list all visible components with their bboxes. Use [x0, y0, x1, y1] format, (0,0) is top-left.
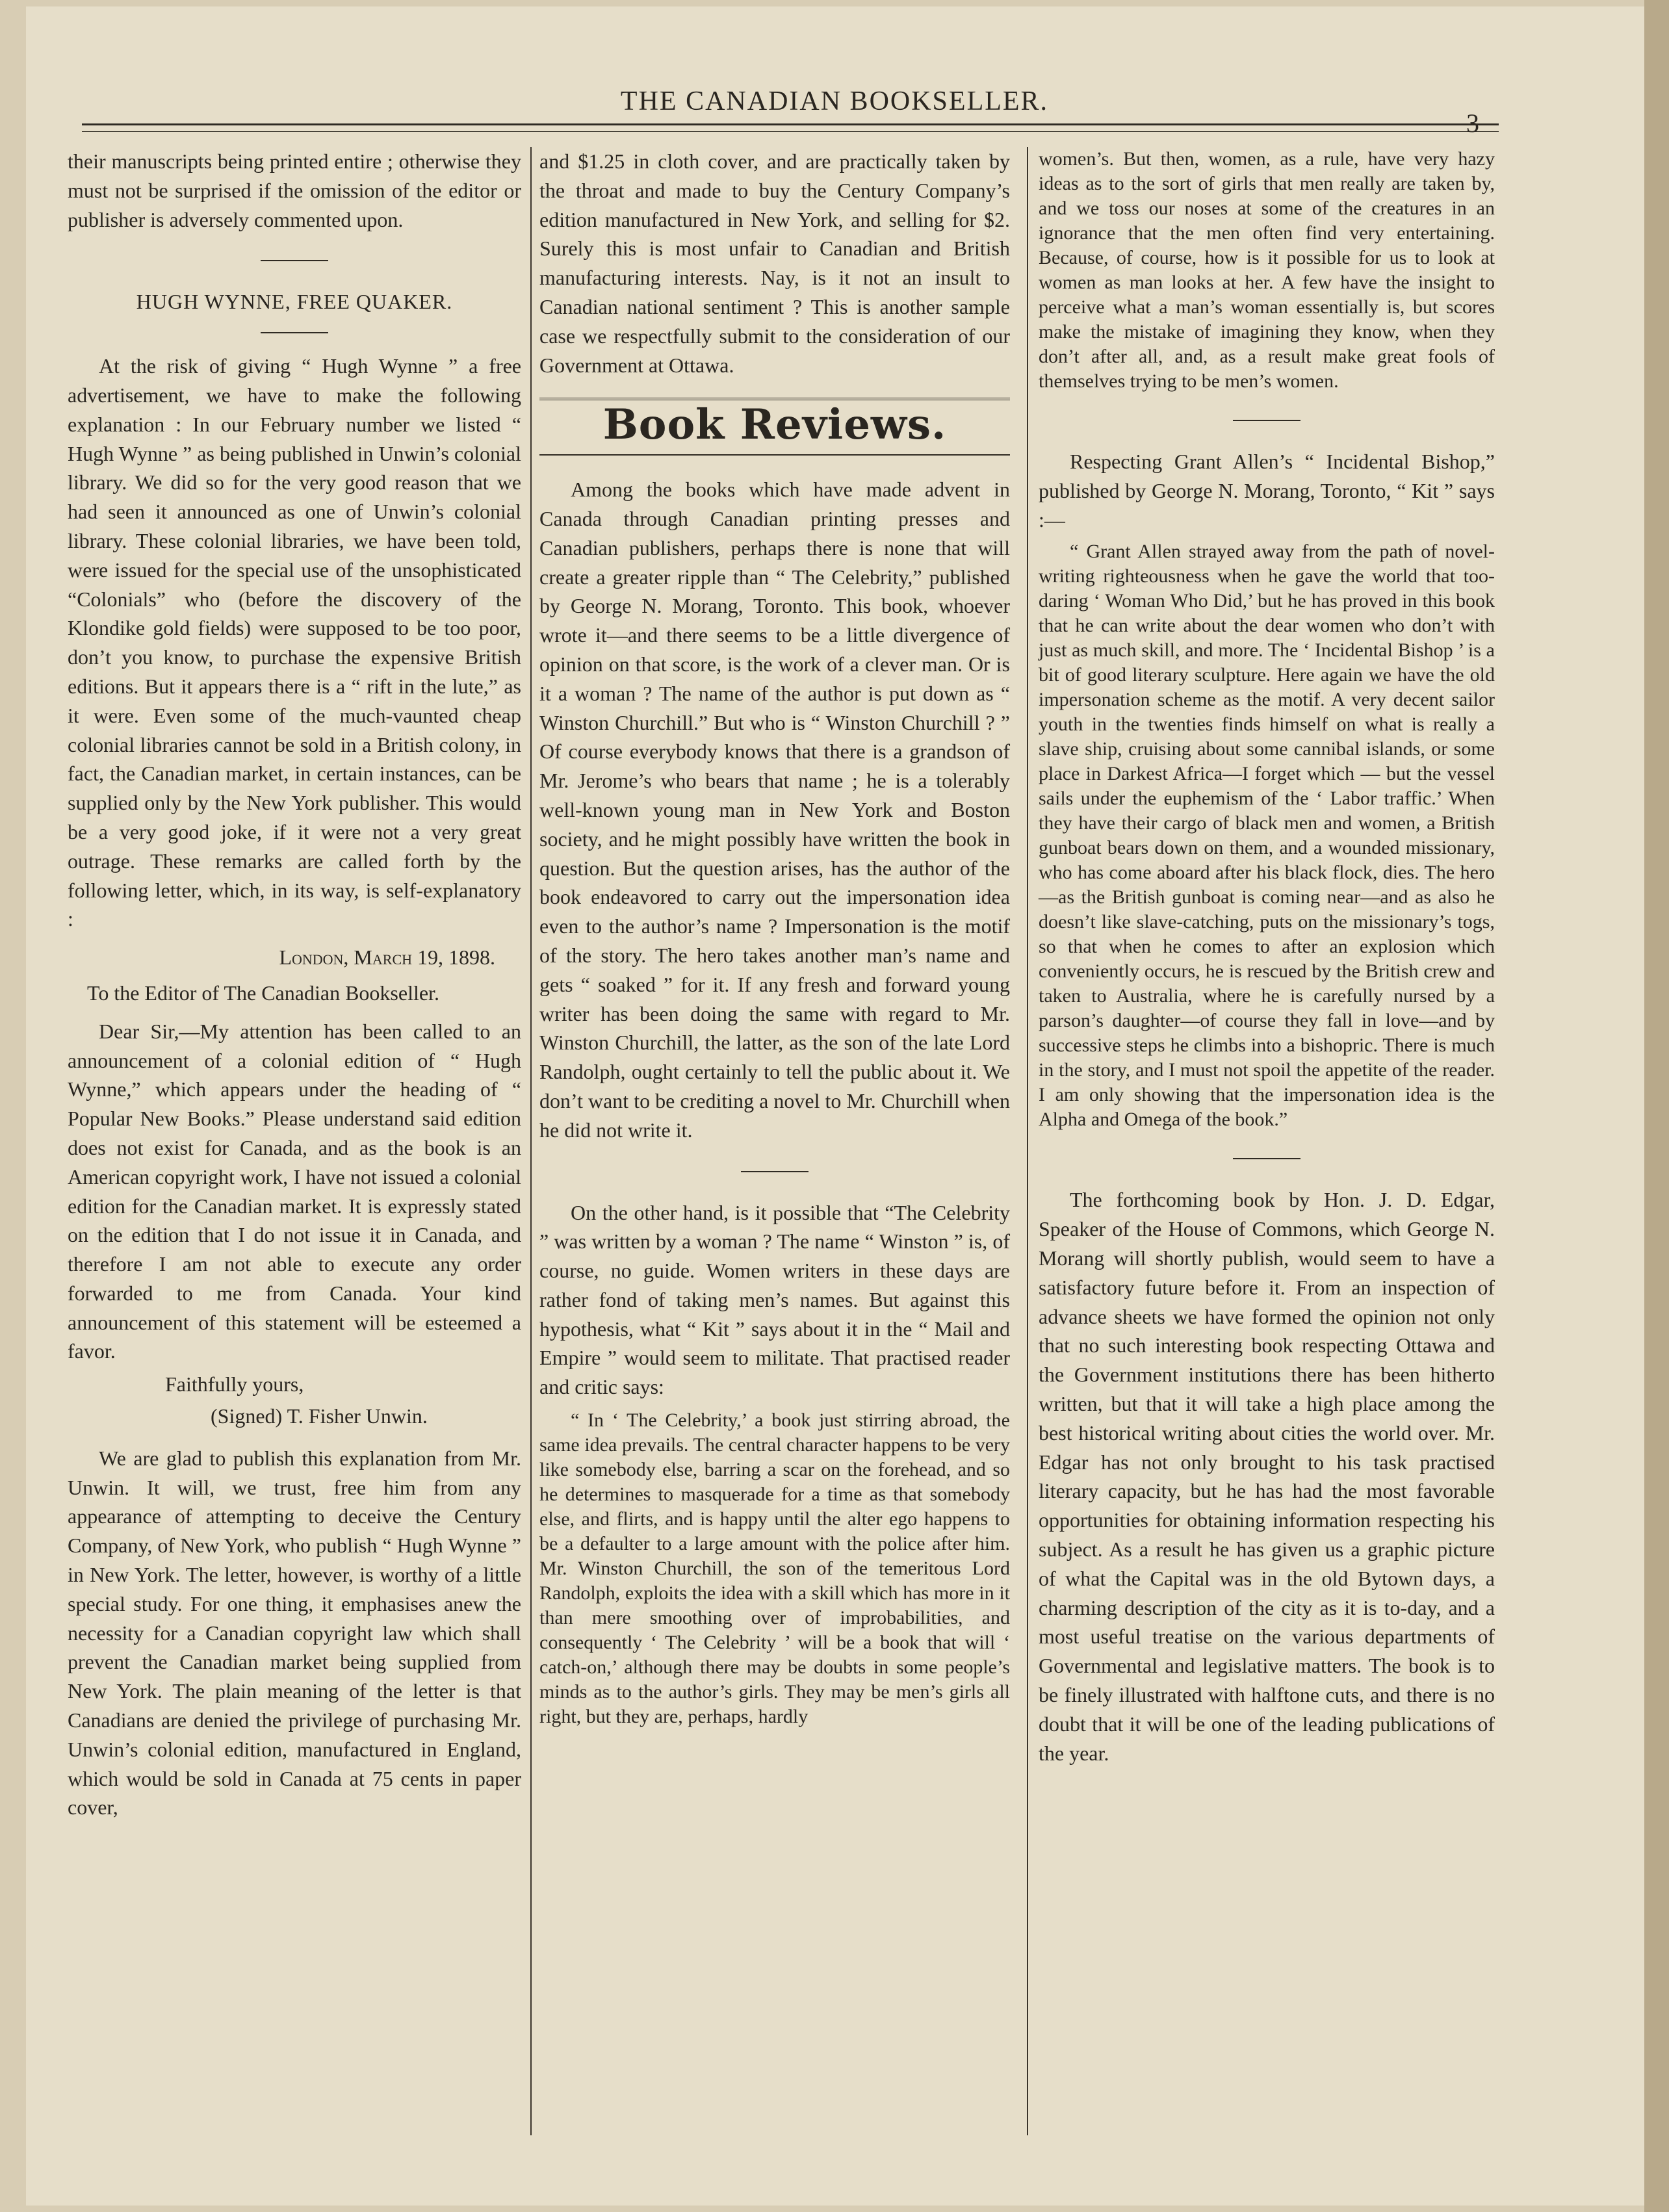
- separator-rule: [261, 260, 328, 261]
- review-paragraph: Respecting Grant Allen’s “ Incidental Bishop,” published by George N. Morang, Toronto, “ Kit ” says :—: [1039, 450, 1495, 532]
- section-rule: [539, 454, 1010, 456]
- header-rule: [82, 123, 1499, 125]
- page-number: 3: [1466, 109, 1479, 138]
- article-paragraph: We are glad to publish this explanation from Mr. Unwin. It will, we trust, free him from any appearance of attempting to deceive the Century Company, of New York, who publish “ Hugh Wynne ” in New York. The letter, however, is worthy of a little special study. For one thing, it emphasises anew the necessity for a Canadian copyright law which shall prevent the Canadian market being supplied from New York. The plain meaning of the letter is that Canadians are denied the privilege of purchasing Mr. Unwin’s colonial edition, manufactured in England, which would be sold in Canada at 75 cents in paper cover,: [68, 1446, 521, 1820]
- letter-salutation: To the Editor of The Canadian Bookseller.: [87, 981, 439, 1005]
- separator-rule: [741, 1171, 809, 1172]
- review-paragraph: Among the books which have made advent in Canada through Canadian printing presses and Canadian publishers, perhaps there is none that will create a greater ripple than “ The Celebrity,” published by George N. Morang, Toronto. This book, whoever wrote it—and there seems to be a little divergence of opinion on that score, is the work of a clever man. Or is it a woman ? The name of the author is put down as “ Winston Churchill.” But who is “ Winston Churchill ? ” Of course everybody knows that there is a grandson of Mr. Jerome’s who bears that name ; he is a tolerably well-known young man in New York and Boston society, and he might possibly have written the book in question. But the question arises, has the author of the book endeavored to carry out the impersonation idea even to the author’s name ? Impersonation is the motif of the story. The hero takes another man’s name and gets “ soaked ” for it. If any fresh and forward young writer has been doing the same with regard to Mr. Winston Churchill, the latter, as the son of the late Lord Randolph, ought certainly to tell the public about it. We don’t want to be crediting a novel to Mr. Churchill when he did not write it.: [539, 478, 1010, 1142]
- paragraph-continued: and $1.25 in cloth cover, and are practically taken by the throat and made to buy the Century Company’s edition manufactured in New York, and selling for $2. Surely this is most unfair to Canadian and British manufacturing interests. Nay, is it not an insult to Canadian national sentiment ? This is another sample case we respectfully submit to the consideration of our Government at Ottawa.: [539, 149, 1010, 377]
- letter-dateline: London, March 19, 1898.: [279, 945, 495, 970]
- review-paragraph: On the other hand, is it possible that “The Celebrity ” was written by a woman ? The name “ Winston ” is, of course, no guide. Women writers in these days are rather fond of taking men’s names. But against this hypothesis, what “ Kit ” says about it in the “ Mail and Empire ” would seem to militate. That practised reader and critic says:: [539, 1200, 1010, 1399]
- review-paragraph: The forthcoming book by Hon. J. D. Edgar, Speaker of the House of Commons, which George N. Morang will shortly publish, would seem to have a satisfactory future before it. From an inspection of advance sheets we have formed the opinion not only that no such interesting book respecting Ottawa and the Government institutions there has been hitherto written, but that it will take a high place among the best historical writing about cities the world over. Mr. Edgar has not only brought to his task practised literary capacity, but he has had the most favorable opportunities for obtaining information respecting his subject. As a result he has given us a graphic picture of what the Capital was in the old Bytown days, a charming description of the city as it is to-day, and a most useful treatise on the various departments of Governmental and legislative matters. The book is to be finely illustrated with halftone cuts, and there is no doubt that it will be one of the leading publications of the year.: [1039, 1188, 1495, 1765]
- separator-rule: [1233, 420, 1300, 421]
- column-right: [1039, 147, 1495, 1768]
- separator-rule: [261, 332, 328, 333]
- column-divider-right: [1027, 147, 1028, 2135]
- column-left: [68, 147, 521, 1822]
- separator-rule: [1233, 1158, 1300, 1159]
- column-middle: [539, 147, 1010, 1729]
- article-paragraph: At the risk of giving “ Hugh Wynne ” a free advertisement, we have to make the following explanation : In our February number we listed “ Hugh Wynne ” as being published in Unwin’s colonial library. We did so for the very good reason that we had seen it announced as one of Unwin’s colonial library. These colonial libraries, we have been told, were issued for the special use of the unsophisticated “Colonials” who (before the discovery of the Klondike gold fields) were supposed to be too poor, don’t you know, to purchase the expensive British editions. But it appears there is a “ rift in the lute,” as it were. Even some of the much-vaunted cheap colonial libraries cannot be sold in a British colony, in fact, the Canadian market, in certain instances, can be supplied only by the New York publisher. This would be a very good joke, if it were not a very great outrage. These remarks are called forth by the following letter, which, in its way, is self-explanatory :: [68, 354, 521, 931]
- review-quote: “ In ‘ The Celebrity,’ a book just stirring abroad, the same idea prevails. The central character happens to be very like somebody else, barring a scar on the forehead, and so he determines to masquerade for a time as that somebody else, and flirts, and is happy until the alter ego happens to be a defaulter to a large amount with the police after him. Mr. Winston Churchill, the son of the temeritous Lord Randolph, exploits the idea with a skill which has more in it than mere smoothing over of improbabilities, and consequently ‘ The Celebrity ’ will be a book that will ‘ catch-on,’ although there may be doubts in some people’s minds as to the author’s girls. They may be men’s girls all right, but they are, perhaps, hardly: [539, 1409, 1010, 1728]
- page-edge: [1644, 0, 1669, 2212]
- letter-closing: Faithfully yours,: [165, 1372, 304, 1396]
- letter-body: Dear Sir,—My attention has been called to an announcement of a colonial edition of “ Hugh Wynne,” which appears under the heading of “ Popular New Books.” Please understand said edition does not exist for Canada, and as the book is an American copyright work, I have not issued a colonial edition for the Canadian market. It is expressly stated on the edition that I do not issue it in Canada, and therefore I am not able to execute any order forwarded to me from Canada. Your kind announcement of this statement will be esteemed a favor.: [68, 1019, 521, 1363]
- quote-continued: women’s. But then, women, as a rule, have very hazy ideas as to the sort of girls that men really are taken by, and we toss our noses at some of the creatures in an ignorance that the men often find very entertaining. Because, of course, how is it possible for us to look at women as man looks at her. A few have the insight to perceive what a man’s woman essentially is, but scores make the mistake of imagining they know, when they don’t after all, and, as a result make great fools of themselves trying to be men’s women.: [1039, 148, 1495, 392]
- article-heading: HUGH WYNNE, FREE QUAKER.: [136, 290, 453, 314]
- letter-signature: (Signed) T. Fisher Unwin.: [211, 1404, 428, 1428]
- section-title: Book Reviews.: [602, 400, 947, 450]
- masthead-title: THE CANADIAN BOOKSELLER.: [620, 86, 1049, 116]
- header-rule-thin: [82, 131, 1499, 132]
- column-divider-left: [530, 147, 532, 2135]
- review-quote: “ Grant Allen strayed away from the path of novel-writing righteousness when he gave the world that too-daring ‘ Woman Who Did,’ but he has proved in this book that he can write about the dear women who don’t with just as much skill, and more. The ‘ Incidental Bishop ’ is a bit of good literary sculpture. Here again we have the old impersonation scheme as the motif. A very decent sailor youth in the twenties finds himself on what is really a slave ship, cruising about some cannibal islands, or some place in Darkest Africa—I forget which — but the vessel sails under the euphemism of the ‘ Labor traffic.’ When they have their cargo of black men and women, a British gunboat bears down on them, and a wounded missionary, who has come aboard after his black flock, dies. The hero—as the British gunboat is coming near—and as also he doesn’t like slave-catching, puts on the missionary’s togs, so that when he comes to after an explosion which conveniently occurs, he is rescued by the British crew and taken to Australia, where he is carefully nursed by a parson’s daughter—of course they fall in love—and by successive steps he climbs into a bishopric. There is much in the story, and I must not spoil the appetite of the reader. I am only showing that the impersonation idea is the Alpha and Omega of the book.”: [1039, 541, 1495, 1131]
- paragraph-intro: their manuscripts being printed entire ; otherwise they must not be surprised if the omission of the editor or publisher is adversely commented upon.: [68, 149, 521, 231]
